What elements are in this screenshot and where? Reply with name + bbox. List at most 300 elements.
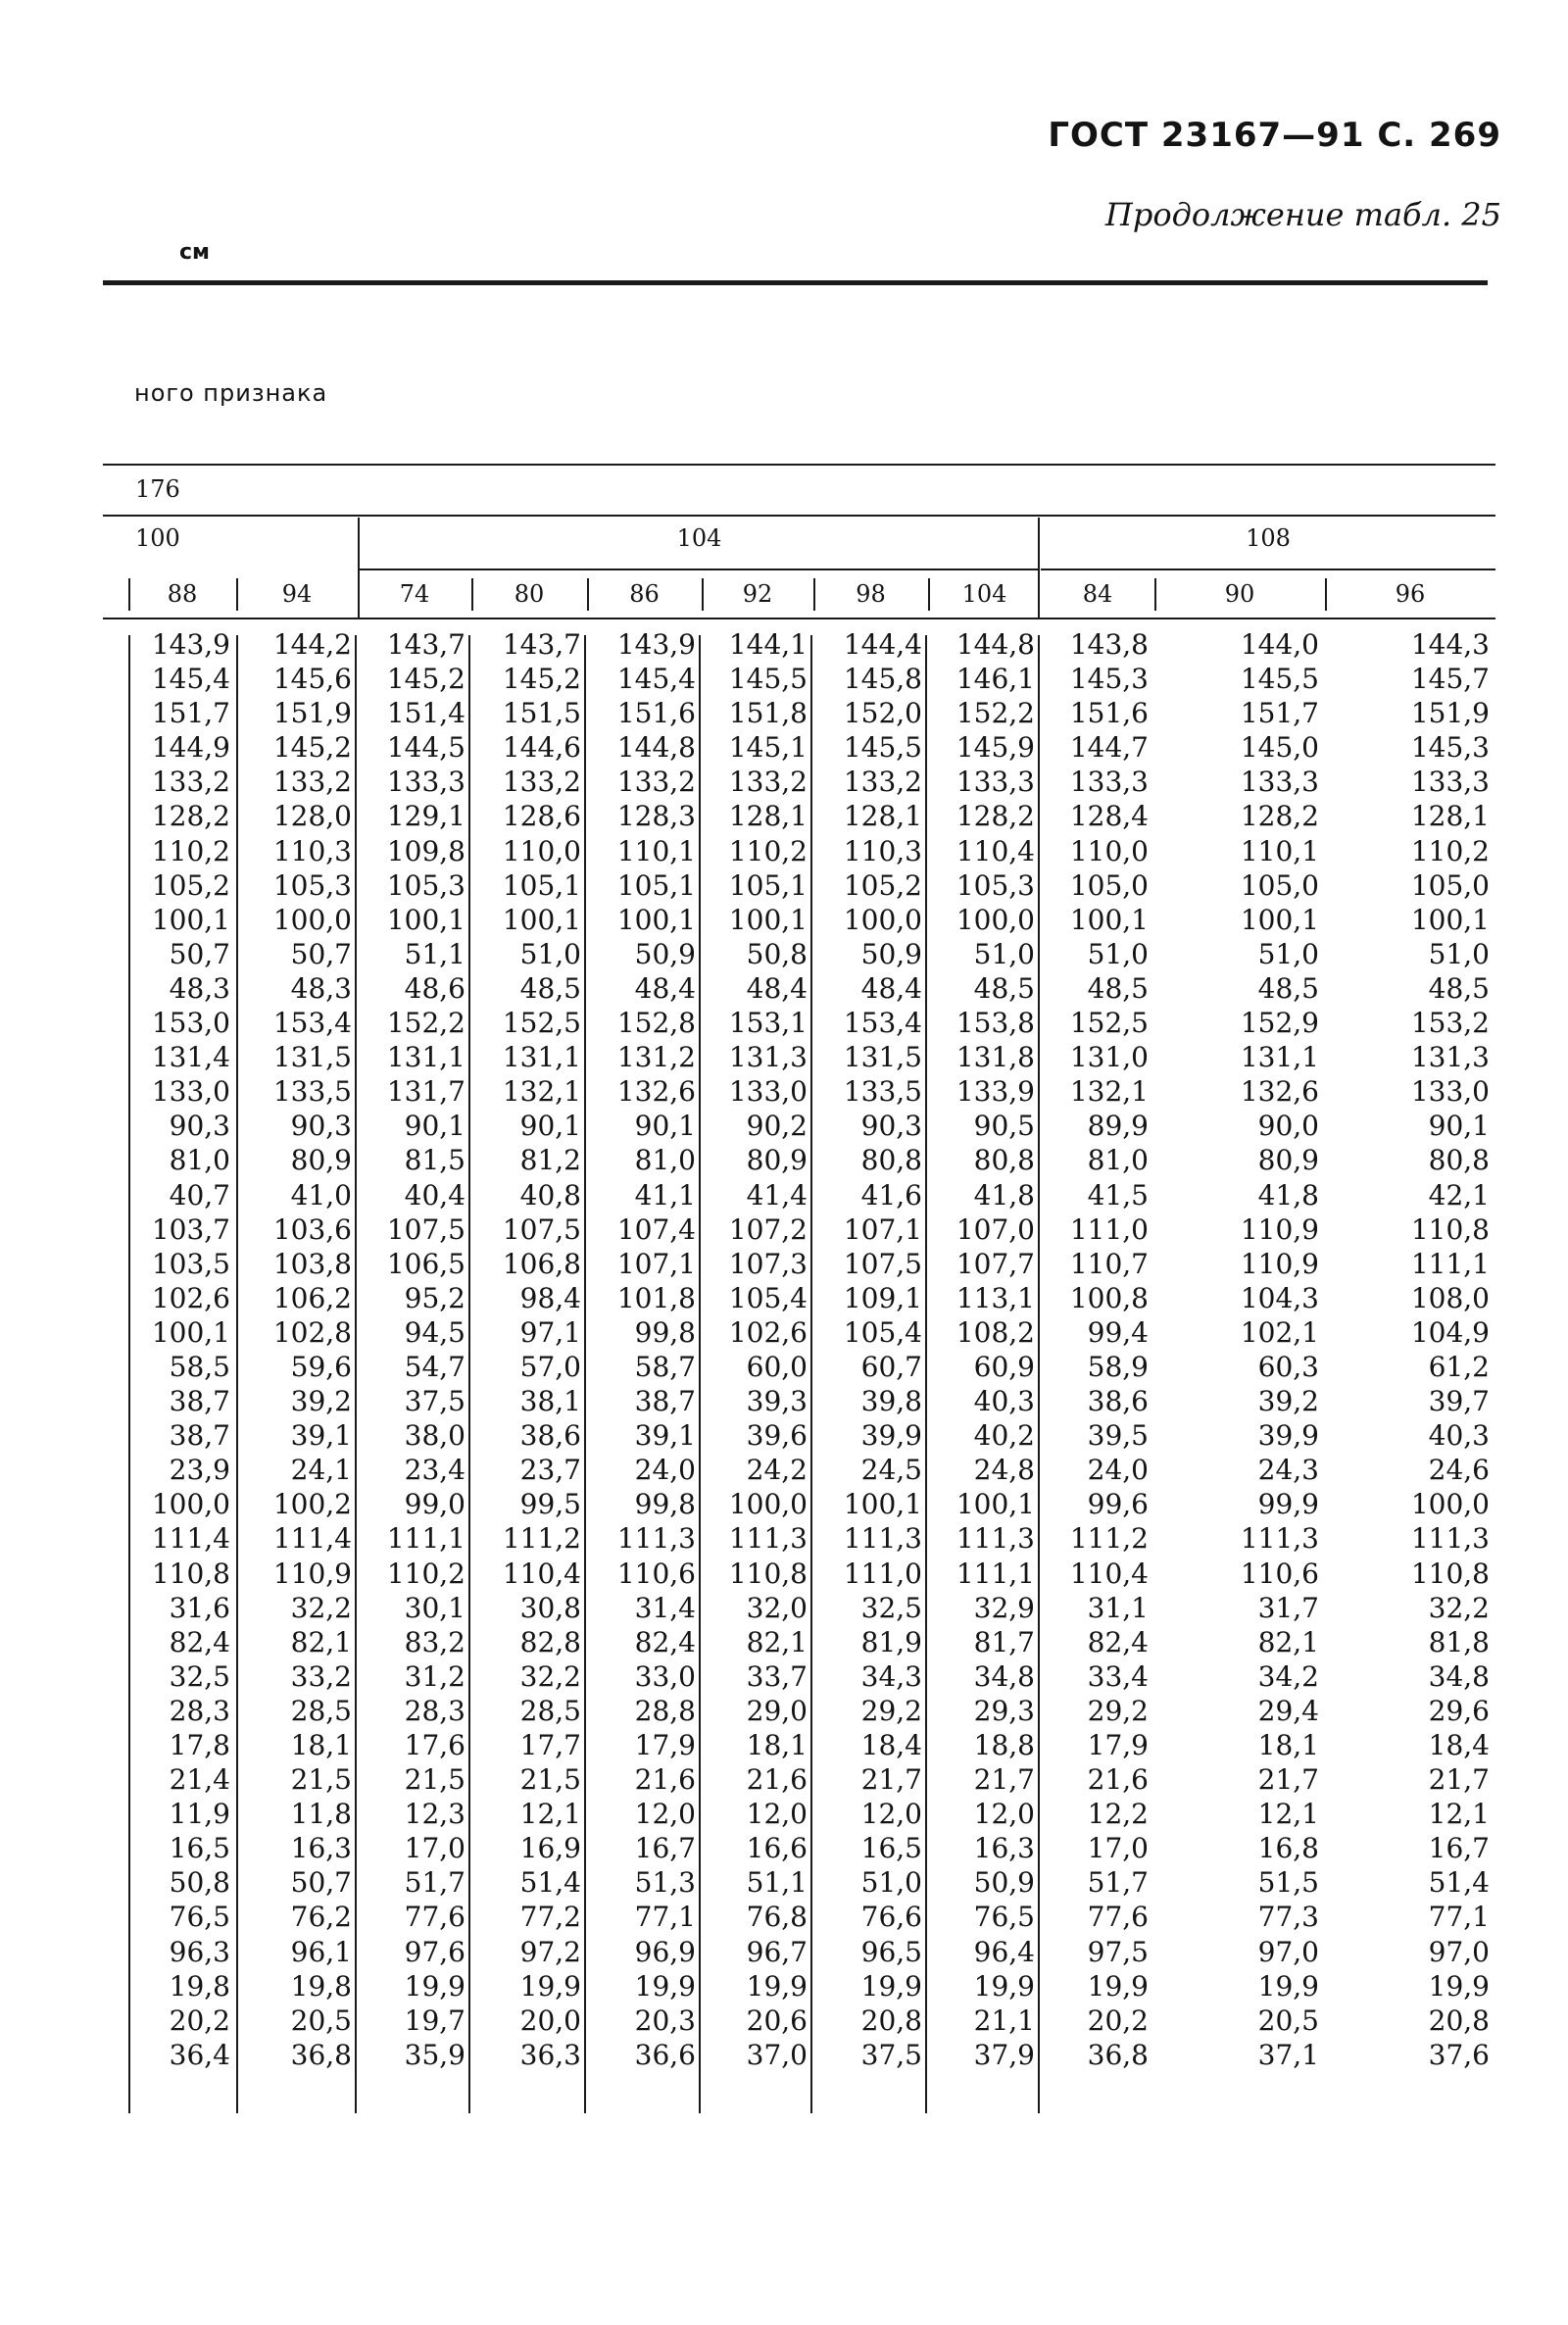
- table-cell: 31,1: [1087, 1591, 1149, 1624]
- table-cell: 145,3: [1069, 663, 1149, 696]
- table-cell: 32,9: [973, 1591, 1035, 1624]
- table-cell: 145,4: [151, 663, 230, 696]
- table-cell: 77,1: [634, 1901, 696, 1934]
- table-cell: 40,8: [519, 1178, 581, 1212]
- page-header: [1048, 116, 1501, 233]
- table-cell: 131,5: [843, 1041, 922, 1074]
- table-cell: 144,3: [1410, 628, 1490, 661]
- table-cell: 51,0: [1087, 937, 1149, 970]
- table-row: [0, 1006, 1495, 1040]
- table-cell: 29,3: [973, 1694, 1035, 1727]
- table-cell: 60,9: [973, 1350, 1035, 1383]
- table-cell: 51,1: [404, 937, 466, 970]
- table-row: [0, 1694, 1495, 1728]
- table-cell: 107,0: [956, 1212, 1035, 1246]
- table-cell: 48,3: [169, 971, 230, 1005]
- column-header-92: 92: [742, 580, 773, 608]
- table-cell: 151,5: [502, 697, 581, 730]
- table-cell: 132,6: [616, 1075, 696, 1109]
- table-cell: 110,1: [616, 834, 696, 867]
- table-cell: 38,0: [404, 1419, 466, 1453]
- table-cell: 145,5: [1240, 663, 1319, 696]
- table-cell: 144,4: [843, 628, 922, 661]
- table-cell: 54,7: [404, 1350, 466, 1383]
- table-cell: 110,8: [151, 1557, 230, 1590]
- table-cell: 37,6: [1428, 2038, 1490, 2071]
- table-cell: 48,5: [1428, 971, 1490, 1005]
- table-cell: 128,1: [728, 800, 808, 833]
- table-cell: 16,5: [860, 1832, 922, 1865]
- table-cell: 128,3: [616, 800, 696, 833]
- table-cell: 80,9: [290, 1144, 352, 1177]
- table-row: [0, 696, 1495, 730]
- table-cell: 145,3: [1410, 731, 1490, 765]
- table-row: [0, 1040, 1495, 1074]
- table-cell: 76,5: [973, 1901, 1035, 1934]
- table-cell: 39,6: [746, 1419, 808, 1453]
- table-cell: 81,0: [1087, 1144, 1149, 1177]
- table-cell: 128,0: [272, 800, 352, 833]
- table-cell: 111,2: [502, 1522, 581, 1556]
- header-divider: [236, 578, 238, 611]
- group-value-108: 108: [1246, 524, 1291, 552]
- table-cell: 33,4: [1087, 1659, 1149, 1693]
- table-cell: 145,5: [843, 731, 922, 765]
- table-cell: 35,9: [404, 2038, 466, 2071]
- table-row: [0, 903, 1495, 937]
- table-cell: 28,3: [404, 1694, 466, 1727]
- table-cell: 133,3: [956, 766, 1035, 799]
- table-cell: 111,2: [1069, 1522, 1149, 1556]
- table-cell: 133,0: [1410, 1075, 1490, 1109]
- table-cell: 143,9: [151, 628, 230, 661]
- table-cell: 19,9: [519, 1969, 581, 2003]
- table-cell: 111,1: [956, 1557, 1035, 1590]
- table-cell: 97,1: [519, 1315, 581, 1349]
- table-cell: 133,3: [1240, 766, 1319, 799]
- table-cell: 151,6: [1069, 697, 1149, 730]
- table-cell: 16,6: [746, 1832, 808, 1865]
- table-row: [0, 1487, 1495, 1521]
- table-cell: 40,2: [973, 1419, 1035, 1453]
- table-continuation-note: Продолжение табл. 25: [1104, 196, 1501, 233]
- table-cell: 133,2: [616, 766, 696, 799]
- unit-label: см: [179, 240, 211, 265]
- table-cell: 110,0: [1069, 834, 1149, 867]
- header-divider: [1038, 518, 1040, 618]
- table-cell: 109,1: [843, 1281, 922, 1314]
- table-cell: 34,8: [1428, 1659, 1490, 1693]
- table-cell: 111,4: [151, 1522, 230, 1556]
- table-cell: 105,4: [728, 1281, 808, 1314]
- table-cell: 18,1: [290, 1729, 352, 1761]
- table-cell: 144,7: [1069, 731, 1149, 765]
- table-cell: 51,5: [1257, 1866, 1319, 1900]
- table-cell: 21,6: [1087, 1763, 1149, 1797]
- table-cell: 110,9: [1240, 1212, 1319, 1246]
- table-cell: 21,6: [746, 1763, 808, 1797]
- table-cell: 32,2: [1428, 1591, 1490, 1624]
- column-header-80: 80: [514, 580, 545, 608]
- table-cell: 12,3: [404, 1798, 466, 1831]
- table-row: [0, 1865, 1495, 1900]
- table-cell: 12,1: [519, 1798, 581, 1831]
- table-cell: 38,7: [634, 1385, 696, 1418]
- table-cell: 12,2: [1087, 1798, 1149, 1831]
- table-cell: 76,2: [290, 1901, 352, 1934]
- table-cell: 39,3: [746, 1385, 808, 1418]
- table-cell: 81,7: [973, 1625, 1035, 1658]
- table-cell: 97,2: [519, 1935, 581, 1968]
- table-cell: 20,5: [1257, 2003, 1319, 2037]
- table-cell: 90,1: [519, 1110, 581, 1143]
- table-cell: 60,0: [746, 1350, 808, 1383]
- table-cell: 40,3: [973, 1385, 1035, 1418]
- table-cell: 51,3: [634, 1866, 696, 1900]
- table-cell: 96,3: [169, 1935, 230, 1968]
- table-cell: 38,6: [519, 1419, 581, 1453]
- table-cell: 48,5: [1257, 971, 1319, 1005]
- table-cell: 21,1: [973, 2003, 1035, 2037]
- header-divider: [128, 578, 130, 611]
- table-cell: 96,7: [746, 1935, 808, 1968]
- table-cell: 152,8: [616, 1007, 696, 1040]
- table-cell: 110,2: [1410, 834, 1490, 867]
- table-cell: 21,5: [290, 1763, 352, 1797]
- table-cell: 20,2: [1087, 2003, 1149, 2037]
- table-cell: 21,6: [634, 1763, 696, 1797]
- table-cell: 50,7: [290, 937, 352, 970]
- table-cell: 151,9: [272, 697, 352, 730]
- table-cell: 107,1: [616, 1247, 696, 1280]
- table-cell: 128,4: [1069, 800, 1149, 833]
- table-row: [0, 1557, 1495, 1591]
- group-value-104: 104: [676, 524, 722, 552]
- table-cell: 100,1: [956, 1488, 1035, 1521]
- table-cell: 16,9: [519, 1832, 581, 1865]
- table-cell: 19,8: [169, 1969, 230, 2003]
- column-header-86: 86: [629, 580, 660, 608]
- table-cell: 19,9: [1087, 1969, 1149, 2003]
- table-cell: 151,9: [1410, 697, 1490, 730]
- table-cell: 19,9: [404, 1969, 466, 2003]
- table-cell: 50,8: [746, 937, 808, 970]
- table-cell: 90,0: [1257, 1110, 1319, 1143]
- table-cell: 111,3: [956, 1522, 1035, 1556]
- table-cell: 16,7: [1428, 1832, 1490, 1865]
- table-cell: 153,1: [728, 1007, 808, 1040]
- table-cell: 31,6: [169, 1591, 230, 1624]
- table-cell: 144,6: [502, 731, 581, 765]
- table-cell: 80,8: [973, 1144, 1035, 1177]
- table-cell: 145,2: [272, 731, 352, 765]
- table-cell: 90,3: [169, 1110, 230, 1143]
- table-cell: 100,1: [502, 903, 581, 936]
- table-cell: 12,0: [746, 1798, 808, 1831]
- table-cell: 28,5: [290, 1694, 352, 1727]
- table-cell: 57,0: [519, 1350, 581, 1383]
- table-cell: 16,3: [973, 1832, 1035, 1865]
- table-cell: 100,1: [616, 903, 696, 936]
- table-cell: 20,8: [860, 2003, 922, 2037]
- table-cell: 151,4: [386, 697, 466, 730]
- table-cell: 110,1: [1240, 834, 1319, 867]
- table-cell: 16,3: [290, 1832, 352, 1865]
- table-cell: 100,0: [151, 1488, 230, 1521]
- table-cell: 51,7: [404, 1866, 466, 1900]
- column-header-90: 90: [1224, 580, 1255, 608]
- table-cell: 106,2: [272, 1281, 352, 1314]
- table-cell: 133,0: [151, 1075, 230, 1109]
- table-cell: 99,8: [634, 1488, 696, 1521]
- table-cell: 102,8: [272, 1315, 352, 1349]
- table-cell: 12,0: [860, 1798, 922, 1831]
- document-title: ГОСТ 23167—91 С. 269: [1048, 116, 1501, 155]
- table-cell: 104,9: [1410, 1315, 1490, 1349]
- table-row: [0, 1247, 1495, 1281]
- table-row: [0, 1350, 1495, 1384]
- table-cell: 100,1: [1410, 903, 1490, 936]
- table-cell: 28,3: [169, 1694, 230, 1727]
- table-cell: 41,8: [973, 1178, 1035, 1212]
- table-cell: 96,5: [860, 1935, 922, 1968]
- table-cell: 152,2: [386, 1007, 466, 1040]
- table-cell: 110,9: [1240, 1247, 1319, 1280]
- column-header-104: 104: [961, 580, 1007, 608]
- table-cell: 36,8: [1087, 2038, 1149, 2071]
- table-cell: 20,2: [169, 2003, 230, 2037]
- table-cell: 38,1: [519, 1385, 581, 1418]
- header-divider: [1325, 578, 1327, 611]
- table-cell: 111,1: [386, 1522, 466, 1556]
- table-cell: 100,8: [1069, 1281, 1149, 1314]
- table-row: [0, 868, 1495, 903]
- table-cell: 51,0: [973, 937, 1035, 970]
- table-cell: 99,4: [1087, 1315, 1149, 1349]
- table-cell: 51,4: [519, 1866, 581, 1900]
- table-cell: 144,9: [151, 731, 230, 765]
- table-cell: 128,2: [1240, 800, 1319, 833]
- table-cell: 34,2: [1257, 1659, 1319, 1693]
- table-cell: 100,0: [843, 903, 922, 936]
- table-cell: 37,1: [1257, 2038, 1319, 2071]
- table-cell: 105,0: [1069, 868, 1149, 902]
- table-cell: 39,1: [290, 1419, 352, 1453]
- table-cell: 146,1: [956, 663, 1035, 696]
- table-cell: 131,1: [502, 1041, 581, 1074]
- table-cell: 16,7: [634, 1832, 696, 1865]
- table-cell: 81,9: [860, 1625, 922, 1658]
- table-cell: 131,5: [272, 1041, 352, 1074]
- table-cell: 51,0: [860, 1866, 922, 1900]
- table-cell: 19,9: [746, 1969, 808, 2003]
- table-cell: 83,2: [404, 1625, 466, 1658]
- table-cell: 37,0: [746, 2038, 808, 2071]
- table-cell: 59,6: [290, 1350, 352, 1383]
- table-cell: 40,7: [169, 1178, 230, 1212]
- table-row: [0, 1831, 1495, 1865]
- table-cell: 90,1: [634, 1110, 696, 1143]
- table-cell: 51,0: [1257, 937, 1319, 970]
- table-cell: 80,8: [1428, 1144, 1490, 1177]
- table-row: [0, 937, 1495, 971]
- table-cell: 90,1: [1428, 1110, 1490, 1143]
- table-cell: 99,6: [1087, 1488, 1149, 1521]
- header-divider: [587, 578, 589, 611]
- table-cell: 113,1: [956, 1281, 1035, 1314]
- table-cell: 152,9: [1240, 1007, 1319, 1040]
- table-cell: 100,1: [386, 903, 466, 936]
- table-cell: 145,4: [616, 663, 696, 696]
- table-cell: 90,3: [290, 1110, 352, 1143]
- table-cell: 19,9: [1428, 1969, 1490, 2003]
- table-cell: 133,5: [272, 1075, 352, 1109]
- table-cell: 104,3: [1240, 1281, 1319, 1314]
- table-cell: 131,0: [1069, 1041, 1149, 1074]
- table-cell: 24,0: [1087, 1454, 1149, 1487]
- table-cell: 96,1: [290, 1935, 352, 1968]
- table-cell: 24,8: [973, 1454, 1035, 1487]
- table-cell: 24,3: [1257, 1454, 1319, 1487]
- table-row: [0, 662, 1495, 696]
- table-cell: 17,0: [1087, 1832, 1149, 1865]
- table-row: [0, 1143, 1495, 1177]
- table-cell: 50,7: [169, 937, 230, 970]
- table-cell: 105,2: [151, 868, 230, 902]
- table-cell: 77,6: [404, 1901, 466, 1934]
- table-cell: 18,4: [860, 1729, 922, 1761]
- table-cell: 110,4: [1069, 1557, 1149, 1590]
- group-title: 176: [135, 475, 180, 503]
- table-cell: 103,8: [272, 1247, 352, 1280]
- table-cell: 144,1: [728, 628, 808, 661]
- table-cell: 153,4: [843, 1007, 922, 1040]
- table-cell: 128,2: [956, 800, 1035, 833]
- table-cell: 110,6: [616, 1557, 696, 1590]
- header-divider: [1154, 578, 1156, 611]
- table-cell: 39,9: [1257, 1419, 1319, 1453]
- measurement-table: [0, 627, 1495, 2072]
- table-cell: 41,8: [1257, 1178, 1319, 1212]
- table-cell: 105,0: [1410, 868, 1490, 902]
- table-cell: 81,0: [634, 1144, 696, 1177]
- table-cell: 19,9: [973, 1969, 1035, 2003]
- table-cell: 105,1: [616, 868, 696, 902]
- table-cell: 100,1: [1240, 903, 1319, 936]
- table-cell: 82,4: [634, 1625, 696, 1658]
- table-cell: 12,1: [1257, 1798, 1319, 1831]
- table-cell: 100,0: [728, 1488, 808, 1521]
- table-cell: 131,7: [386, 1075, 466, 1109]
- table-cell: 11,9: [169, 1798, 230, 1831]
- header-divider: [471, 578, 473, 611]
- table-row: [0, 2038, 1495, 2072]
- table-cell: 50,9: [860, 937, 922, 970]
- table-cell: 133,5: [843, 1075, 922, 1109]
- table-cell: 110,3: [843, 834, 922, 867]
- table-cell: 110,8: [728, 1557, 808, 1590]
- table-cell: 143,9: [616, 628, 696, 661]
- table-cell: 144,0: [1240, 628, 1319, 661]
- subgroup-rule-104: [358, 569, 1038, 570]
- table-row: [0, 1969, 1495, 2003]
- table-cell: 32,5: [169, 1659, 230, 1693]
- table-cell: 19,9: [1257, 1969, 1319, 2003]
- table-cell: 39,1: [634, 1419, 696, 1453]
- table-cell: 153,8: [956, 1007, 1035, 1040]
- header-divider: [702, 578, 704, 611]
- table-cell: 132,1: [1069, 1075, 1149, 1109]
- table-cell: 90,2: [746, 1110, 808, 1143]
- table-cell: 107,1: [843, 1212, 922, 1246]
- table-cell: 96,9: [634, 1935, 696, 1968]
- table-cell: 133,3: [1410, 766, 1490, 799]
- table-cell: 23,9: [169, 1454, 230, 1487]
- table-cell: 37,5: [860, 2038, 922, 2071]
- table-cell: 99,8: [634, 1315, 696, 1349]
- section-rule: [103, 464, 1495, 466]
- table-cell: 144,8: [956, 628, 1035, 661]
- table-cell: 107,4: [616, 1212, 696, 1246]
- table-cell: 131,3: [1410, 1041, 1490, 1074]
- table-cell: 21,7: [860, 1763, 922, 1797]
- table-row: [0, 1625, 1495, 1659]
- table-cell: 111,4: [272, 1522, 352, 1556]
- table-cell: 39,5: [1087, 1419, 1149, 1453]
- table-cell: 18,8: [973, 1729, 1035, 1761]
- table-cell: 41,4: [746, 1178, 808, 1212]
- table-cell: 98,4: [519, 1281, 581, 1314]
- table-cell: 102,6: [728, 1315, 808, 1349]
- table-cell: 106,5: [386, 1247, 466, 1280]
- table-cell: 153,0: [151, 1007, 230, 1040]
- table-cell: 99,5: [519, 1488, 581, 1521]
- table-cell: 82,4: [1087, 1625, 1149, 1658]
- table-cell: 102,1: [1240, 1315, 1319, 1349]
- table-cell: 50,9: [973, 1866, 1035, 1900]
- table-cell: 24,0: [634, 1454, 696, 1487]
- table-cell: 110,4: [502, 1557, 581, 1590]
- table-cell: 100,0: [272, 903, 352, 936]
- table-row: [0, 1797, 1495, 1831]
- table-cell: 24,1: [290, 1454, 352, 1487]
- table-cell: 19,7: [404, 2003, 466, 2037]
- table-cell: 20,0: [519, 2003, 581, 2037]
- table-cell: 110,2: [386, 1557, 466, 1590]
- table-cell: 29,6: [1428, 1694, 1490, 1727]
- table-cell: 145,8: [843, 663, 922, 696]
- table-cell: 32,2: [290, 1591, 352, 1624]
- table-cell: 145,2: [502, 663, 581, 696]
- table-row: [0, 799, 1495, 833]
- table-cell: 17,9: [1087, 1729, 1149, 1761]
- table-cell: 18,1: [746, 1729, 808, 1761]
- table-cell: 21,4: [169, 1763, 230, 1797]
- table-cell: 51,4: [1428, 1866, 1490, 1900]
- header-divider: [358, 518, 360, 618]
- top-rule: [103, 280, 1488, 285]
- table-cell: 109,8: [386, 834, 466, 867]
- table-cell: 132,1: [502, 1075, 581, 1109]
- table-cell: 28,5: [519, 1694, 581, 1727]
- table-row: [0, 627, 1495, 662]
- table-cell: 81,5: [404, 1144, 466, 1177]
- table-cell: 94,5: [404, 1315, 466, 1349]
- header-bottom-rule: [103, 618, 1495, 619]
- table-row: [0, 765, 1495, 799]
- table-cell: 151,7: [151, 697, 230, 730]
- table-row: [0, 1453, 1495, 1487]
